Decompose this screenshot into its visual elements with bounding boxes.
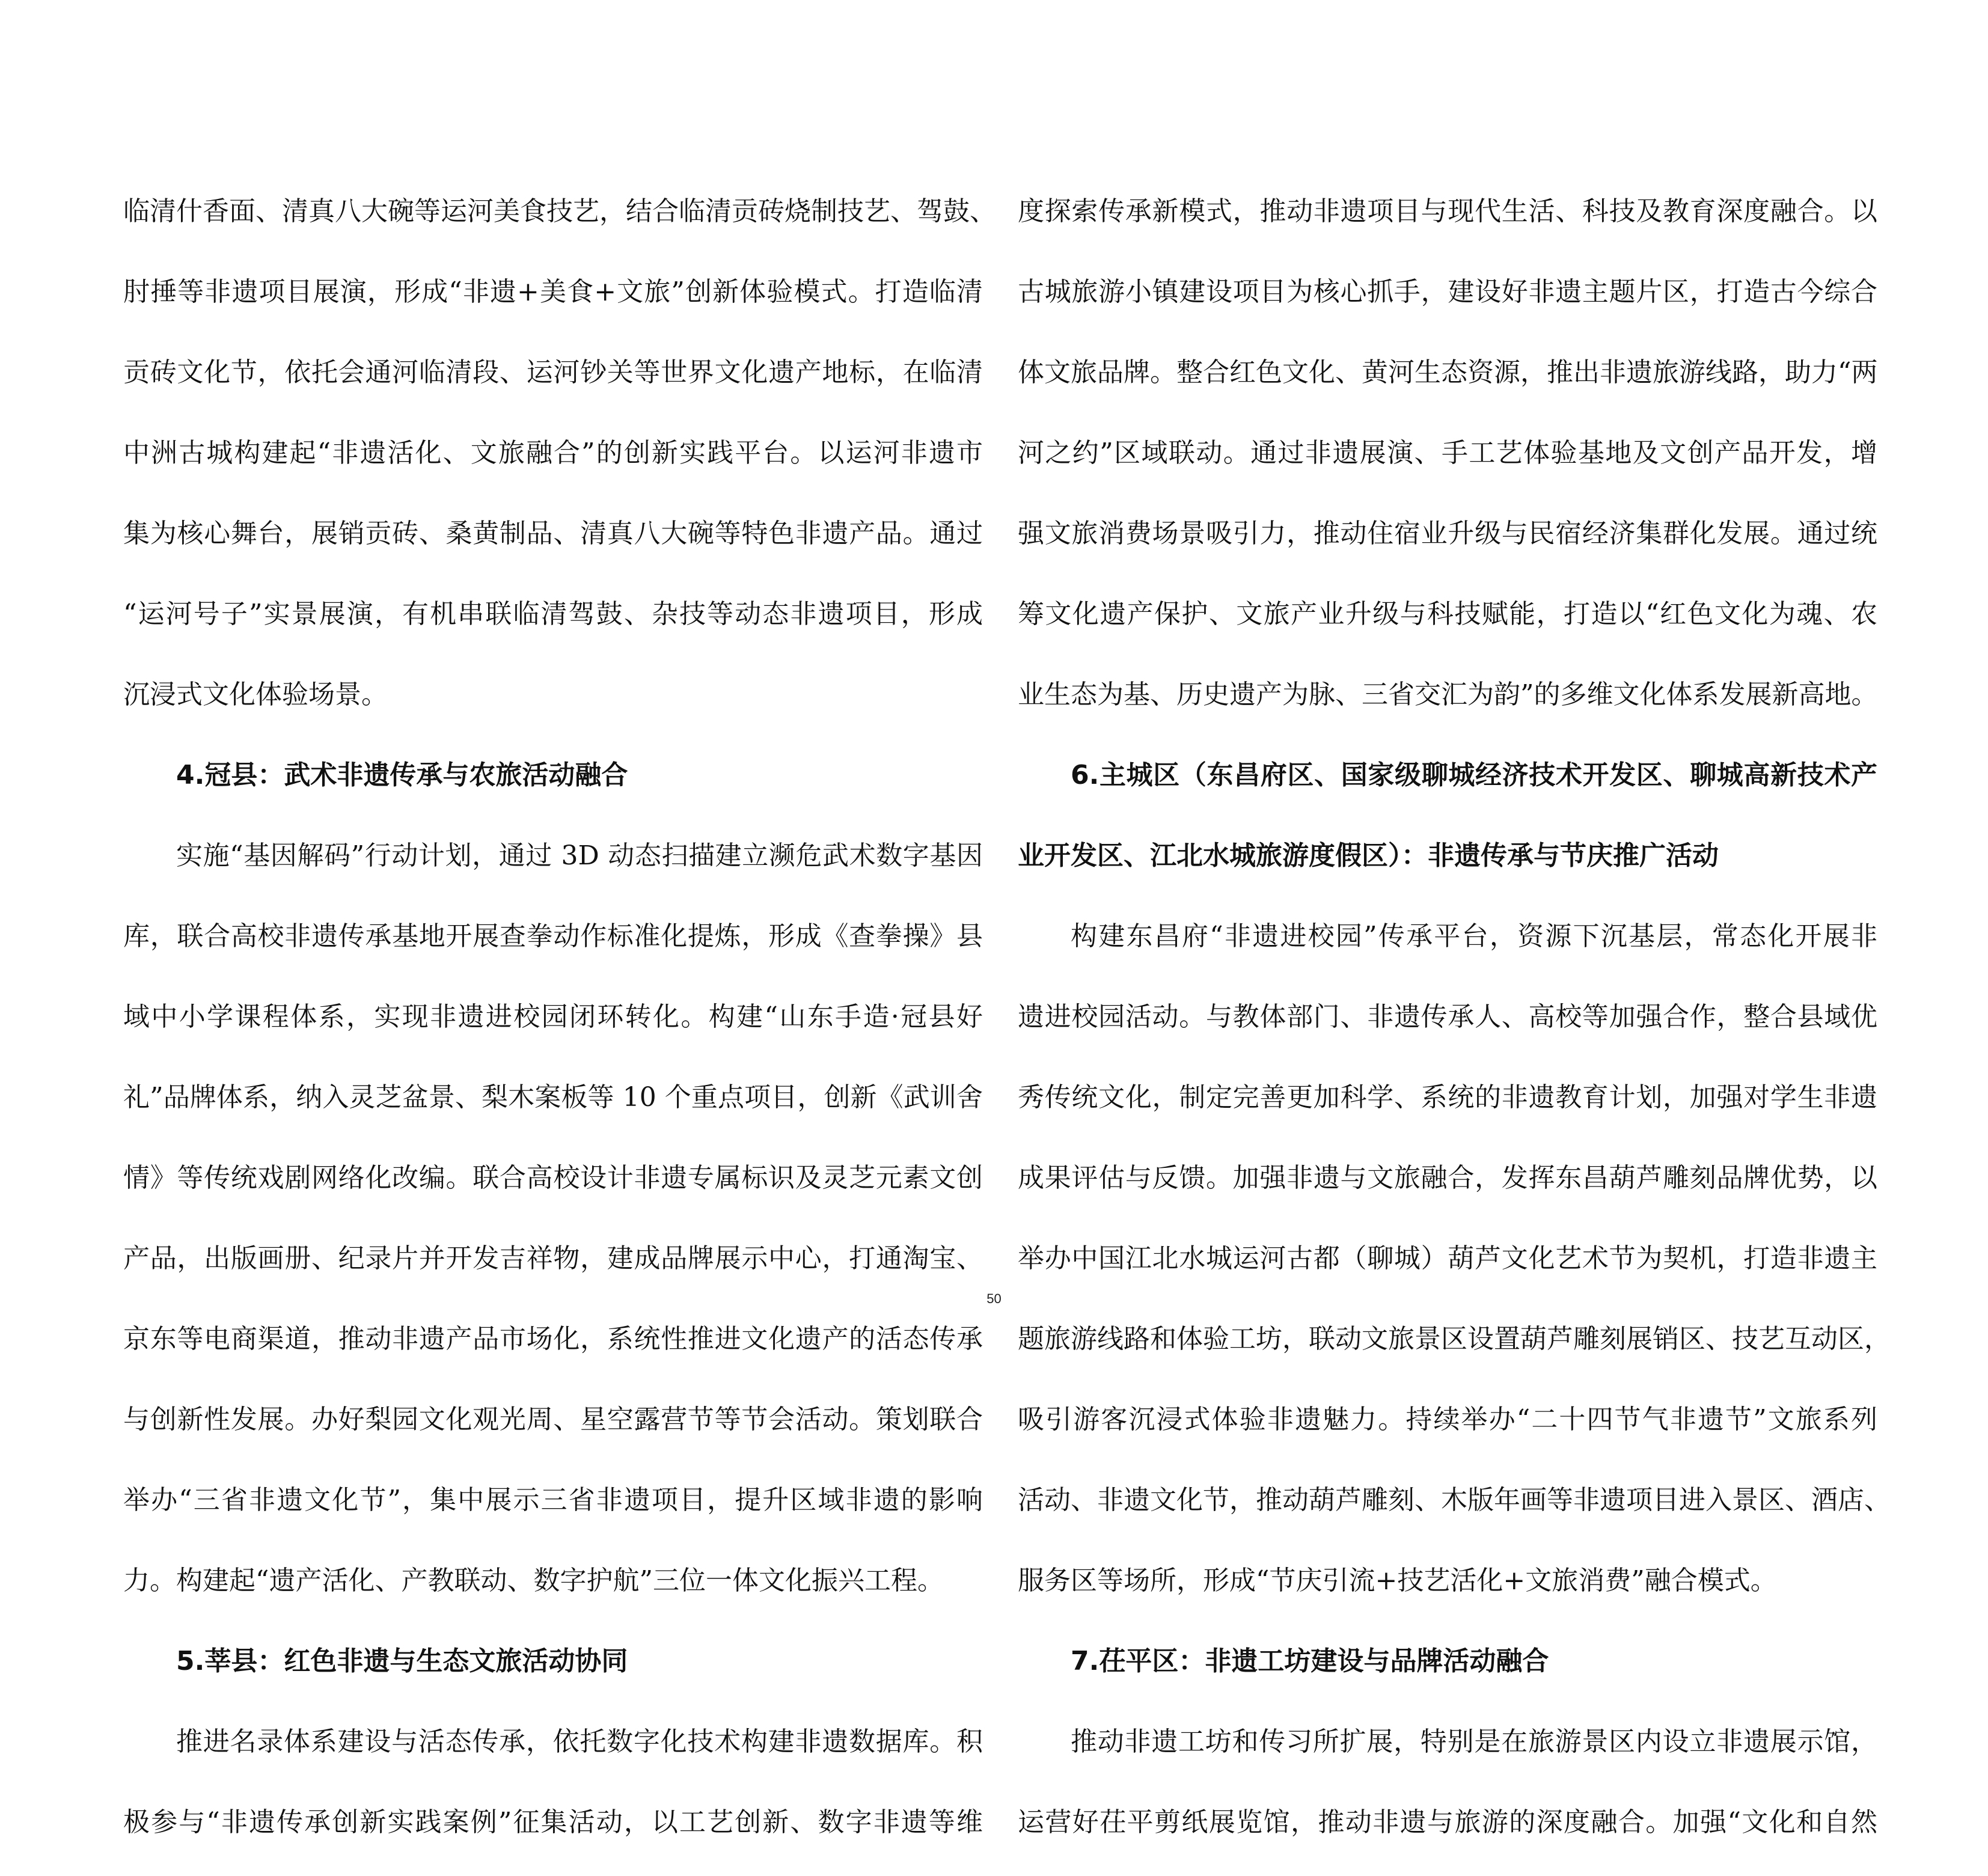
paragraph-line: 河之约”区域联动。通过非遗展演、手工艺体验基地及文创产品开发，增 <box>1018 438 1877 468</box>
paragraph-line: 肘捶等非遗项目展演，形成“非遗+美食+文旅”创新体验模式。打造临清 <box>123 277 983 307</box>
section-heading-main-city: 6.主城区（东昌府区、国家级聊城经济技术开发区、聊城高新技术产 <box>1071 760 1877 790</box>
paragraph-line: 运营好茌平剪纸展览馆，推动非遗与旅游的深度融合。加强“文化和自然 <box>1018 1807 1877 1838</box>
paragraph-line: 力。构建起“遗产活化、产教联动、数字护航”三位一体文化振兴工程。 <box>123 1565 944 1596</box>
section-heading-shenxian: 5.莘县：红色非遗与生态文旅活动协同 <box>176 1646 628 1676</box>
right-column <box>1018 158 1891 1876</box>
section-heading-chiping: 7.茌平区：非遗工坊建设与品牌活动融合 <box>1071 1646 1549 1676</box>
paragraph-line: 吸引游客沉浸式体验非遗魅力。持续举办“二十四节气非遗节”文旅系列 <box>1018 1404 1877 1435</box>
paragraph-line: 域中小学课程体系，实现非遗进校园闭环转化。构建“山东手造·冠县好 <box>123 1001 983 1032</box>
paragraph-line: 遗进校园活动。与教体部门、非遗传承人、高校等加强合作，整合县域优 <box>1018 1001 1877 1032</box>
paragraph-line: 产品，出版画册、纪录片并开发吉祥物，建成品牌展示中心，打通淘宝、 <box>123 1243 983 1274</box>
paragraph-line: “运河号子”实景展演，有机串联临清驾鼓、杂技等动态非遗项目，形成 <box>123 599 983 629</box>
paragraph-line: 古城旅游小镇建设项目为核心抓手，建设好非遗主题片区，打造古今综合 <box>1018 277 1877 307</box>
paragraph-line: 体文旅品牌。整合红色文化、黄河生态资源，推出非遗旅游线路，助力“两 <box>1018 357 1878 388</box>
paragraph-line: 筹文化遗产保护、文旅产业升级与科技赋能，打造以“红色文化为魂、农 <box>1018 599 1877 629</box>
paragraph-line: 与创新性发展。办好梨园文化观光周、星空露营节等节会活动。策划联合 <box>123 1404 983 1435</box>
paragraph-line: 极参与“非遗传承创新实践案例”征集活动，以工艺创新、数字非遗等维 <box>123 1807 983 1838</box>
page-number: 50 <box>986 1291 1002 1306</box>
paragraph-line: 礼”品牌体系，纳入灵芝盆景、梨木案板等 10 个重点项目，创新《武训舍 <box>123 1082 983 1113</box>
paragraph-line: 情》等传统戏剧网络化改编。联合高校设计非遗专属标识及灵芝元素文创 <box>123 1163 983 1193</box>
paragraph-line: 举办中国江北水城运河古都（聊城）葫芦文化艺术节为契机，打造非遗主 <box>1018 1243 1877 1274</box>
section-heading-main-city-cont: 业开发区、江北水城旅游度假区）：非遗传承与节庆推广活动 <box>1018 840 1719 871</box>
paragraph-line: 中洲古城构建起“非遗活化、文旅融合”的创新实践平台。以运河非遗市 <box>123 438 983 468</box>
paragraph-line: 临清什香面、清真八大碗等运河美食技艺，结合临清贡砖烧制技艺、驾鼓、 <box>123 196 996 227</box>
paragraph-line: 推动非遗工坊和传习所扩展，特别是在旅游景区内设立非遗展示馆， <box>1071 1726 1877 1757</box>
paragraph-line: 京东等电商渠道，推动非遗产品市场化，系统性推进文化遗产的活态传承 <box>123 1324 983 1354</box>
paragraph-line: 业生态为基、历史遗产为脉、三省交汇为韵”的多维文化体系发展新高地。 <box>1018 679 1878 710</box>
paragraph-line: 推进名录体系建设与活态传承，依托数字化技术构建非遗数据库。积 <box>176 1726 983 1757</box>
paragraph-line: 库，联合高校非遗传承基地开展查拳动作标准化提炼，形成《查拳操》县 <box>123 921 983 952</box>
paragraph-line: 成果评估与反馈。加强非遗与文旅融合，发挥东昌葫芦雕刻品牌优势，以 <box>1018 1163 1877 1193</box>
paragraph-line: 强文旅消费场景吸引力，推动住宿业升级与民宿经济集群化发展。通过统 <box>1018 518 1877 549</box>
paragraph-line: 服务区等场所，形成“节庆引流+技艺活化+文旅消费”融合模式。 <box>1018 1565 1777 1596</box>
paragraph-line: 活动、非遗文化节，推动葫芦雕刻、木版年画等非遗项目进入景区、酒店、 <box>1018 1485 1891 1515</box>
paragraph-line: 沉浸式文化体验场景。 <box>123 679 388 710</box>
paragraph-line: 贡砖文化节，依托会通河临清段、运河钞关等世界文化遗产地标，在临清 <box>123 357 983 388</box>
paragraph-line: 实施“基因解码”行动计划，通过 3D 动态扫描建立濒危武术数字基因 <box>176 840 983 871</box>
section-heading-guanxian: 4.冠县：武术非遗传承与农旅活动融合 <box>176 760 628 790</box>
paragraph-line: 度探索传承新模式，推动非遗项目与现代生活、科技及教育深度融合。以 <box>1018 196 1877 227</box>
paragraph-line: 秀传统文化，制定完善更加科学、系统的非遗教育计划，加强对学生非遗 <box>1018 1082 1877 1113</box>
paragraph-line: 题旅游线路和体验工坊，联动文旅景区设置葫芦雕刻展销区、技艺互动区， <box>1018 1324 1891 1354</box>
paragraph-line: 构建东昌府“非遗进校园”传承平台，资源下沉基层，常态化开展非 <box>1071 921 1877 952</box>
paragraph-line: 举办“三省非遗文化节”，集中展示三省非遗项目，提升区域非遗的影响 <box>123 1485 983 1515</box>
paragraph-line: 集为核心舞台，展销贡砖、桑黄制品、清真八大碗等特色非遗产品。通过 <box>123 518 983 549</box>
